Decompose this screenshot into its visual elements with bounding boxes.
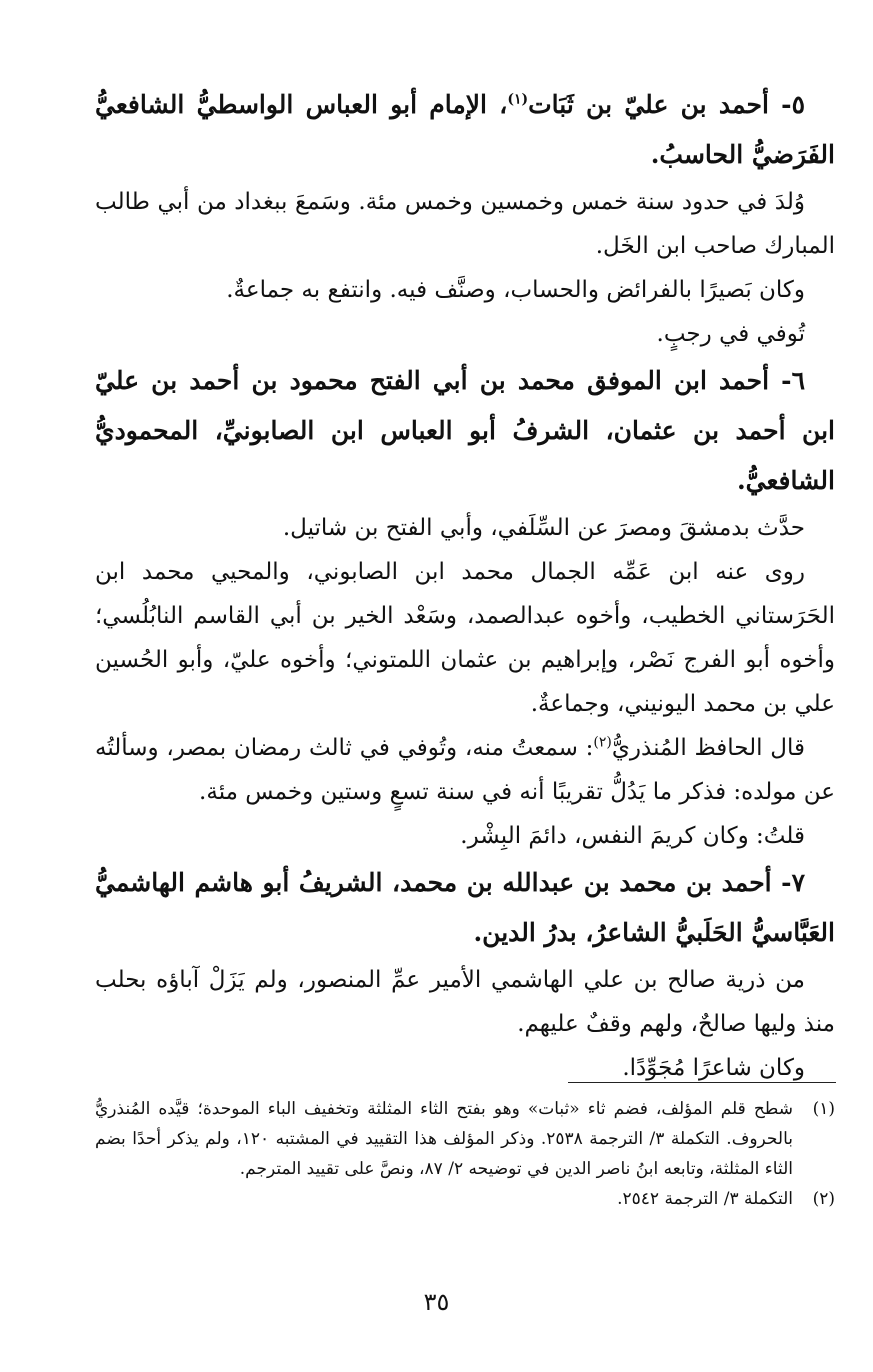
entry-5-heading-rest: ، الإمام أبو العباس الواسطيُّ الشافعيُّ الفَرَضيُّ الحاسبُ. <box>95 90 835 169</box>
entry-5-heading-text: ٥- أحمد بن عليّ بن ثَبَات <box>528 90 805 119</box>
footnote-1-number: (١) <box>812 1099 835 1119</box>
entry-6-quote-speaker: قال الحافظ المُنذريُّ <box>611 735 805 761</box>
entry-5-birth: وُلدَ في حدود سنة خمس وخمسين وخمس مئة. وسَمعَ ببغداد من أبي طالب المبارك صاحب ابن الخَل. <box>95 189 835 259</box>
entry-7-heading: ٧- أحمد بن محمد بن عبدالله بن محمد، الشريفُ أبو هاشم الهاشميُّ العَبَّاسيُّ الحَلَبيُّ الشاعرُ، بدرُ الدين. <box>95 868 835 947</box>
entry-6-quote <box>95 726 835 814</box>
footnote-2-text: التكملة ٣/ الترجمة ٢٥٤٢. <box>617 1189 793 1209</box>
footnote-ref-1: (١) <box>507 91 529 108</box>
entry-6-heading: ٦- أحمد ابن الموفق محمد بن أبي الفتح محمود بن أحمد بن عليّ ابن أحمد بن عثمان، الشرفُ أبو العباس ابن الصابونيِّ، المحموديُّ الشافعيُّ. <box>95 366 835 495</box>
entry-6-narration: حدَّث بدمشقَ ومصرَ عن السِّلَفي، وأبي الفتح بن شاتيل. <box>282 515 805 541</box>
page-number: ٣٥ <box>423 1288 450 1316</box>
footnote-1-text: شطح قلم المؤلف، فضم ثاء «ثبات» وهو بفتح الثاء المثلثة وتخفيف الباء الموحدة؛ قيَّده المُنذريُّ بالحروف. التكملة ٣/ الترجمة ٢٥٣٨. وذكر المؤلف هذا التقييد في المشتبه ١٢٠، ولم يذكر أحدًا بضم الثاء المثلثة، وتابعه ابنُ ناصر الدين في توضيحه ٢/ ٨٧، ونصَّ على تقييد المترجم. <box>95 1099 793 1179</box>
entry-5-expertise: وكان بَصيرًا بالفرائض والحساب، وصنَّف فيه. وانتفع به جماعةٌ. <box>226 277 805 303</box>
entry-7-poet: وكان شاعرًا مُجَوِّدًا. <box>622 1055 805 1081</box>
entry-7-lineage: من ذرية صالح بن علي الهاشمي الأمير عمِّ المنصور، ولم يَزَلْ آباؤه بحلب منذ وليها صالحٌ، ولهم وقفٌ عليهم. <box>95 967 835 1037</box>
entry-6-students: روى عنه ابن عَمِّه الجمال محمد ابن الصابوني، والمحيي محمد ابن الحَرَستاني الخطيب، وأخوه عبدالصمد، وسَعْد الخير بن أبي القاسم النابُلُسي؛ وأخوه أبو الفرج نَصْر، وإبراهيم بن عثمان اللمتوني؛ وأخوه عليّ، وأبو الحُسين علي بن محمد اليونيني، وجماعةٌ. <box>95 559 835 717</box>
entry-5-death: تُوفي في رجبٍ. <box>656 321 805 347</box>
footnote-1 <box>95 1094 835 1184</box>
entry-6-closing: قلتُ: وكان كريمَ النفس، دائمَ البِشْر. <box>460 823 805 849</box>
footnotes <box>95 1094 835 1214</box>
main-text <box>95 80 835 1090</box>
footnote-2-number: (٢) <box>812 1189 835 1209</box>
footnote-ref-2: (٢) <box>593 734 612 751</box>
footnote-2 <box>95 1184 835 1214</box>
footnote-separator <box>568 1082 836 1083</box>
entry-5-heading <box>95 80 835 180</box>
entry-6-quote-text: : سمعتُ منه، وتُوفي في ثالث رمضان بمصر، وسألتُه عن مولده: فذكر ما يَدُلُّ تقريبًا أنه في سنة تسعٍ وستين وخمس مئة. <box>95 735 835 805</box>
